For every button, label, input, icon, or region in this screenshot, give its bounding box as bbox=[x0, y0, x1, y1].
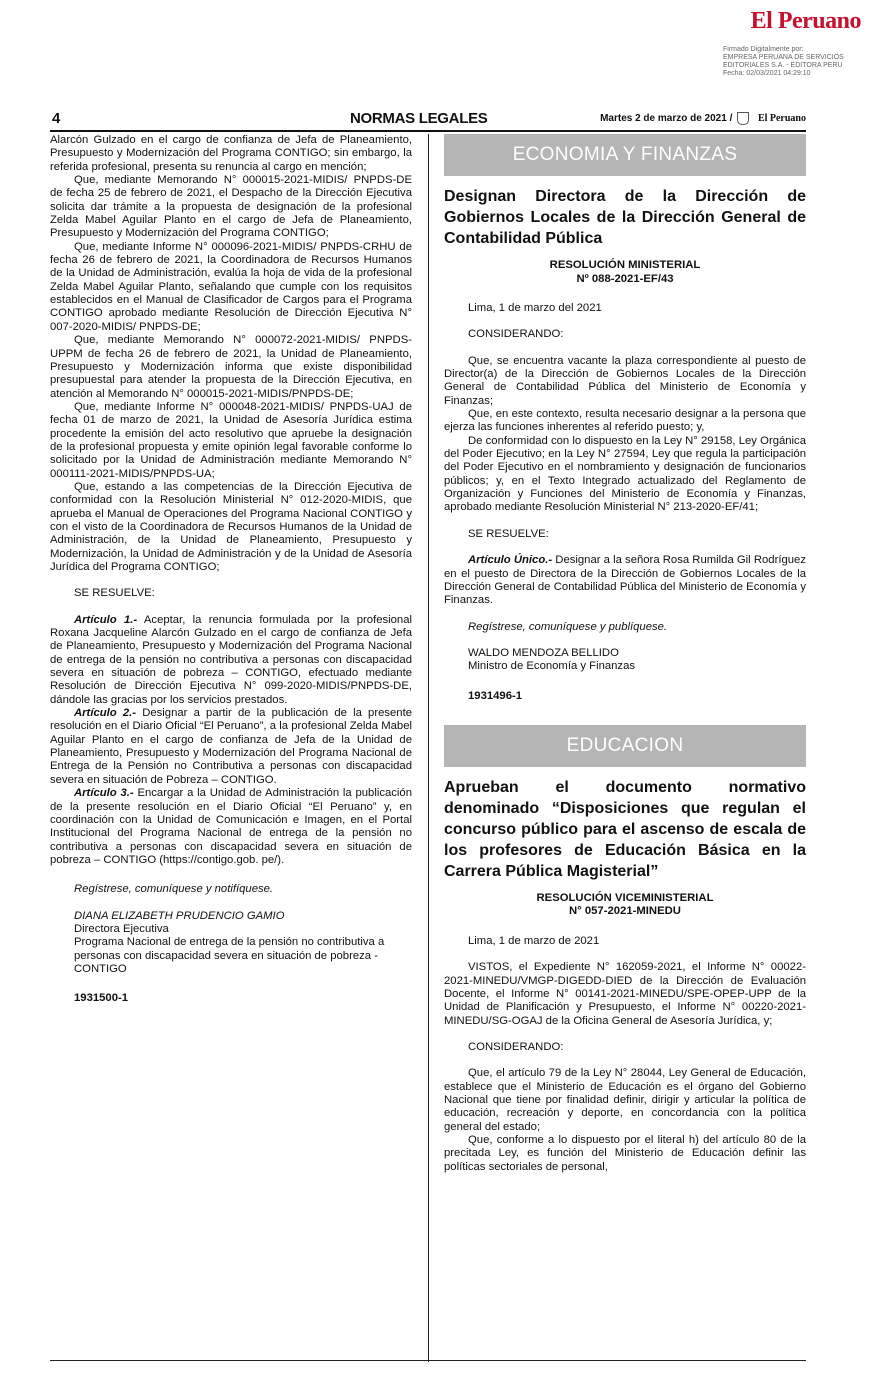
section-banner: EDUCACION bbox=[444, 725, 806, 767]
article-text: Designar a partir de la publicación de la presente resolución en el Diario Oficial “El Peruano”, a la profesional Zelda Mabel Aguilar Planto en el cargo de confianza de Jefa de la Unidad de Planeamiento, Presupuesto y Modernización del Programa Nacional de Entrega de la Pensión no Contributiva a personas con discapacidad severa en situación de Pobreza – CONTIGO. bbox=[50, 707, 412, 786]
paragraph: Que, mediante Memorando N° 000015-2021-MIDIS/ PNPDS-DE de fecha 25 de febrero de 2021, el Despacho de la Dirección Ejecutiva solicita dar trámite a la propuesta de designación de la profesional Zelda Mabel Aguilar Planto en el cargo de Jefa de Planeamiento, Presupuesto y Modernización del Programa CONTIGO; bbox=[50, 174, 412, 240]
article-text: Aceptar, la renuncia formulada por la profesional Roxana Jacqueline Alarcón Gulzado en el cargo de confianza de Jefa de Planeamiento, Presupuesto y Modernización del Programa Nacional de entrega de la pensión no contributiva a personas con discapacidad severa en situación de pobreza – CONTIGO, efectuado mediante Resolución de Dirección Ejecutiva N° 099-2020-MIDIS/PNPDS-DE, dándole las gracias por los servicios prestados. bbox=[50, 613, 413, 706]
paragraph: Que, mediante Informe N° 000096-2021-MIDIS/ PNPDS-CRHU de fecha 26 de febrero de 2021, la Coordinadora de Recursos Humanos de la Unidad de Administración, evalúa la hoja de vida de la profesional Zelda Mabel Aguilar Planto, señalando que cumple con los requisitos establecidos en el Manual de Clasificador de Cargos para el Programa CONTIGO aprobado mediante Resolución de Dirección Ejecutiva N° 007-2020-MIDIS/ PNPDS-DE; bbox=[50, 240, 412, 333]
sign-line: Fecha: 02/03/2021 04:29:10 bbox=[723, 70, 811, 77]
el-peruano-logo: El Peruano bbox=[750, 8, 861, 34]
header-date bbox=[600, 112, 806, 125]
logo-underline bbox=[711, 34, 861, 40]
se-resuelve: SE RESUELVE: bbox=[468, 527, 549, 540]
paragraph: Que, conforme a lo dispuesto por el literal h) del artículo 80 de la precitada Ley, es función del Ministerio de Educación definir las políticas sectoriales de personal, bbox=[444, 1134, 806, 1173]
sign-line: Firmado Digitalmente por: bbox=[723, 46, 804, 53]
section-label: NORMAS LEGALES bbox=[350, 110, 488, 127]
article-label: Artículo Único.- bbox=[468, 554, 553, 567]
page-number: 4 bbox=[52, 110, 61, 127]
paragraph: Que, estando a las competencias de la Dirección Ejecutiva de conformidad con la Resolución Ministerial N° 012-2020-MIDIS, que aprueba el Manual de Operaciones del Programa Nacional CONTIGO y con el visto de la Coordinadora de Recursos Humanos de la Unidad de Administración, de la Unidad de Planeamiento, Presupuesto y Modernización, la Unidad de Administración y de la Unidad de Asesoría Jurídica del Programa CONTIGO; bbox=[50, 480, 412, 573]
resolution-number: Nº 088-2021-EF/43 bbox=[576, 272, 674, 285]
article-label: Artículo 2.- bbox=[74, 707, 137, 720]
publication-code: 1931496-1 bbox=[468, 689, 523, 702]
article-label: Artículo 3.- bbox=[74, 787, 134, 800]
resolution-type: RESOLUCIÓN VICEMINISTERIAL bbox=[536, 891, 714, 904]
shield-icon bbox=[737, 112, 749, 125]
masthead bbox=[711, 8, 861, 78]
article-2 bbox=[50, 707, 412, 787]
signer-name: DIANA ELIZABETH PRUDENCIO GAMIO bbox=[74, 909, 285, 922]
date-text: Martes 2 de marzo de 2021 / bbox=[600, 113, 733, 125]
vistos: VISTOS, el Expediente N° 162059-2021, el Informe N° 00022-2021-MINEDU/VMGP-DIGEDD-DIED de la Dirección de Evaluación Docente, el Informe N° 00141-2021-MINEDU/SPE-OPEP-UPP de la Unidad de Planificación y Presupuesto, el Informe N° 00220-2021-MINEDU/SG-OGAJ de la Oficina General de Asesoría Jurídica, y; bbox=[444, 961, 806, 1027]
article-label: Artículo 1.- bbox=[74, 613, 138, 626]
article-text: Encargar a la Unidad de Administración la publicación de la presente resolución en el Diario Oficial “El Peruano” y, en coordinación con la Unidad de Comunicación e Imagen, en el Portal Institucional del Programa Nacional de entrega de la pensión no contributiva a personas con discapacidad severa en situación de pobreza – CONTIGO (https://contigo.gob. pe/). bbox=[50, 787, 413, 866]
article-1 bbox=[50, 614, 412, 707]
signer-role: Ministro de Economía y Finanzas bbox=[468, 660, 636, 673]
article-text: Designar a la señora Rosa Rumilda Gil Rodríguez en el puesto de Directora de la Dirección de Gobiernos Locales de la Dirección General de Contabilidad Pública del Ministerio de Economía y Finanzas. bbox=[444, 554, 806, 607]
considerando: CONSIDERANDO: bbox=[468, 1040, 564, 1053]
section-banner: ECONOMIA Y FINANZAS bbox=[444, 134, 806, 176]
date-line: Lima, 1 de marzo de 2021 bbox=[468, 934, 600, 947]
paragraph: De conformidad con lo dispuesto en la Ley N° 29158, Ley Orgánica del Poder Ejecutivo; en la Ley N° 27594, Ley que regula la participación del Poder Ejecutivo en el nombramiento y designación de funcionarios públicos; y, en el Texto Integrado actualizado del Reglamento de Organización y Funciones del Ministerio de Economía y Finanzas, aprobado mediante Resolución Ministerial N° 213-2020-EF/41; bbox=[444, 434, 806, 514]
left-column bbox=[50, 134, 412, 1006]
signer-name: WALDO MENDOZA BELLIDO bbox=[468, 646, 619, 659]
bottom-rule bbox=[50, 1360, 806, 1361]
considerando: CONSIDERANDO: bbox=[468, 328, 564, 341]
digital-signature bbox=[711, 46, 861, 78]
column-divider bbox=[428, 134, 429, 1362]
paragraph: Que, mediante Informe N° 000048-2021-MIDIS/ PNPDS-UAJ de fecha 01 de marzo de 2021, la Unidad de Asesoría Jurídica estima procedente la emisión del acto resolutivo que apruebe la designación de la profesional propuesta y emite opinión legal favorable conforme lo solicitado por la Unidad de Administración mediante Memorando N° 000111-2021-MIDIS/PNPDS-UA; bbox=[50, 400, 412, 480]
paragraph: Que, se encuentra vacante la plaza correspondiente al puesto de Director(a) de la Dirección de Gobiernos Locales de la Dirección General de Contabilidad Pública del Ministerio de Economía y Finanzas; bbox=[444, 354, 806, 407]
page-header bbox=[50, 108, 806, 132]
signer-organization: Programa Nacional de entrega de la pensión no contributiva a personas con discapacidad severa en situación de pobreza - CONTIGO bbox=[74, 936, 385, 975]
publication-code: 1931500-1 bbox=[74, 992, 129, 1005]
right-column bbox=[444, 134, 806, 1174]
paragraph: Que, el artículo 79 de la Ley N° 28044, Ley General de Educación, establece que el Ministerio de Educación es el órgano del Gobierno Nacional que tiene por finalidad definir, dirigir y articular la política de educación, recreación y deporte, en concordancia con la política general del estado; bbox=[444, 1067, 806, 1133]
paper-name: El Peruano bbox=[757, 113, 806, 125]
sign-line: EDITORIALES S.A. - EDITORA PERU bbox=[723, 62, 843, 69]
resolution-number: N° 057-2021-MINEDU bbox=[569, 905, 681, 918]
se-resuelve: SE RESUELVE: bbox=[74, 587, 155, 600]
signer-role: Directora Ejecutiva bbox=[74, 922, 169, 935]
norm-title: Aprueban el documento normativo denominado “Disposiciones que regulan el concurso público para el ascenso de escala de los profesores de Educación Básica en la Carrera Pública Magisterial” bbox=[444, 778, 806, 880]
sign-line: EMPRESA PERUANA DE SERVICIOS bbox=[723, 54, 844, 61]
norm-title: Designan Directora de la Dirección de Gobiernos Locales de la Dirección General de Contabilidad Pública bbox=[444, 188, 806, 247]
article-3 bbox=[50, 787, 412, 867]
resolution-type: RESOLUCIÓN MINISTERIAL bbox=[549, 259, 701, 271]
paragraph: Que, en este contexto, resulta necesario designar a la persona que ejerza las funciones inherentes al referido puesto; y, bbox=[444, 408, 806, 434]
article-unico bbox=[444, 554, 806, 607]
closing-formula: Regístrese, comuníquese y notifíquese. bbox=[74, 883, 274, 896]
closing-formula: Regístrese, comuníquese y publíquese. bbox=[468, 620, 668, 633]
date-line: Lima, 1 de marzo del 2021 bbox=[468, 302, 602, 314]
paragraph: Que, mediante Memorando N° 000072-2021-MIDIS/ PNPDS-UPPM de fecha 26 de febrero de 2021, la Unidad de Planeamiento, Presupuesto y Modernización informa que existe disponibilidad presupuestal para atender la propuesta de la Dirección Ejecutiva, en atención al Memorando N° 000015-2021-MIDIS/PNPDS-DE; bbox=[50, 334, 412, 400]
paragraph: Alarcón Gulzado en el cargo de confianza de Jefa de Planeamiento, Presupuesto y Modernización del Programa CONTIGO; sin embargo, la referida profesional, presenta su renuncia al cargo en mención; bbox=[50, 134, 412, 173]
